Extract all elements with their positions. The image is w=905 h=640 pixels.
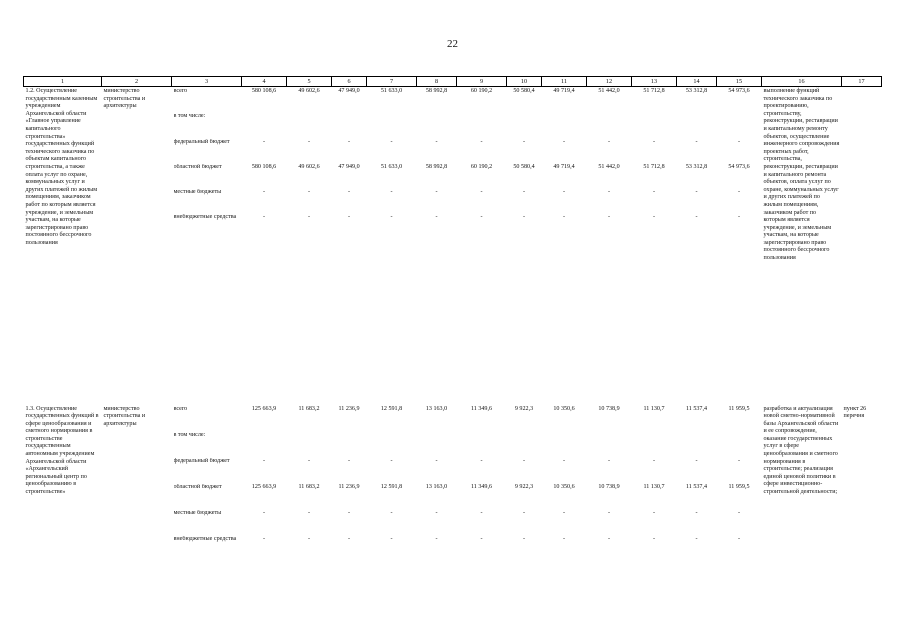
amount-value: - — [262, 535, 266, 542]
amount-value: 49 602,6 — [298, 88, 320, 94]
amount-value — [589, 113, 630, 138]
expected-result: выполнение функций технического заказчика по проектированию, строительству, реконструкции, реставрации и капитальному ремонту объектов, осуществление инженерного сопровождения проектных работ, строительства, реконструкции, реставрации и капитального ремонта объектов, оплата услуг по охране, коммунальных услуг и других платежей по жилым помещениям, заказчиком работ по которым является учреждение, и земельным участкам, на которые зарегистрировано право постоянного бессрочного пользования — [763, 88, 840, 262]
amount-value: 11 959,5 — [728, 405, 750, 412]
column-number-8: 8 — [417, 77, 457, 87]
amount-value: 11 130,7 — [643, 405, 665, 412]
funding-source: федеральный бюджет — [173, 138, 230, 145]
amount-value: - — [347, 535, 351, 542]
expected-result: разработка и актуализация новой сметно-нормативной базы Архангельской области и ее сопровождение, оказание государственных услуг в сфере ценообразования и сметного нормирования в строительстве; реализация единой ценовой политики в сфере инвестиционно-строительной деятельности; — [763, 405, 839, 496]
amount-value: 11 349,6 — [470, 483, 493, 490]
column-number-17: 17 — [842, 77, 882, 87]
funding-source: всего — [173, 405, 188, 412]
amount-value — [719, 432, 760, 458]
amount-value: 11 236,9 — [338, 483, 360, 490]
amount-value: - — [522, 138, 526, 145]
amount-value: - — [737, 189, 741, 196]
link-reference: пункт 26 перечня — [843, 405, 867, 420]
amount-value: - — [607, 457, 611, 464]
table-row — [24, 87, 882, 405]
amount-value: - — [737, 457, 741, 464]
amount-value: 60 190,2 — [470, 163, 493, 170]
amount-value: 53 312,8 — [685, 163, 708, 170]
amount-value: 10 738,9 — [598, 405, 620, 412]
amount-value: - — [562, 214, 566, 221]
amount-value: - — [695, 138, 698, 145]
amount-value: - — [262, 509, 266, 516]
amount-value: - — [390, 535, 393, 542]
amount-value: - — [480, 509, 483, 516]
column-number-14: 14 — [677, 77, 717, 87]
amount-value: 10 350,6 — [553, 483, 575, 490]
amount-column — [242, 87, 287, 405]
amount-value: - — [652, 509, 656, 516]
amount-value: - — [652, 535, 656, 542]
amount-value: - — [562, 509, 566, 516]
amount-value — [369, 113, 415, 138]
amount-value: 51 633,0 — [380, 163, 403, 170]
amount-value: - — [522, 457, 526, 464]
amount-value — [244, 113, 285, 138]
column-number-5: 5 — [287, 77, 332, 87]
funding-sources — [172, 405, 242, 615]
column-number-15: 15 — [717, 77, 762, 87]
amount-value: - — [307, 457, 311, 464]
amount-value: 51 633,0 — [380, 88, 403, 94]
amount-value — [459, 432, 505, 458]
amount-value: - — [480, 138, 483, 145]
amount-column — [332, 87, 367, 405]
amount-value: 51 442,0 — [598, 88, 620, 94]
amount-value: 11 130,7 — [643, 483, 665, 490]
amount-value: 60 190,2 — [470, 88, 493, 94]
amount-value: - — [307, 535, 311, 542]
amount-value: - — [562, 457, 566, 464]
funding-source: федеральный бюджет — [173, 457, 230, 464]
amount-value: - — [435, 457, 438, 464]
amount-value: - — [695, 214, 698, 221]
amount-column — [632, 405, 677, 615]
amount-value: 49 719,4 — [553, 88, 575, 94]
amount-value: 51 712,8 — [643, 163, 665, 170]
amount-value: - — [737, 509, 741, 516]
column-number-3: 3 — [172, 77, 242, 87]
amount-column — [542, 87, 587, 405]
amount-column — [242, 405, 287, 615]
amount-value — [369, 432, 415, 458]
amount-value: 49 602,6 — [298, 163, 320, 170]
amount-value: 125 663,9 — [251, 405, 277, 412]
amount-value: - — [480, 535, 483, 542]
amount-value: 50 580,4 — [513, 163, 535, 170]
amount-value: - — [695, 509, 698, 516]
amount-value: - — [390, 457, 393, 464]
amount-value: - — [347, 509, 351, 516]
amount-value — [509, 432, 540, 458]
amount-value: - — [522, 189, 526, 196]
column-number-16: 16 — [762, 77, 842, 87]
amount-value — [289, 432, 330, 458]
amount-column — [457, 405, 507, 615]
amount-column — [717, 87, 762, 405]
amount-value: - — [562, 189, 566, 196]
amount-value: 53 312,8 — [685, 88, 708, 94]
amount-column — [367, 405, 417, 615]
column-number-7: 7 — [367, 77, 417, 87]
funding-source: областной бюджет — [173, 483, 222, 490]
amount-value: - — [390, 509, 393, 516]
amount-value: - — [695, 189, 698, 196]
amount-value: - — [262, 214, 266, 221]
amount-column — [587, 87, 632, 405]
column-number-4: 4 — [242, 77, 287, 87]
amount-value: 12 591,8 — [380, 405, 403, 412]
amount-value: - — [390, 189, 393, 196]
amount-value — [509, 113, 540, 138]
amount-value: - — [435, 535, 438, 542]
amount-value: 54 973,6 — [728, 163, 750, 170]
column-number-row — [24, 77, 882, 87]
amount-value: - — [607, 138, 611, 145]
amount-value: - — [435, 138, 438, 145]
executor: министерство строительства и архитектуры — [103, 405, 146, 427]
column-number-12: 12 — [587, 77, 632, 87]
amount-value — [289, 113, 330, 138]
amount-value: 11 537,4 — [685, 405, 708, 412]
funding-source: внебюджетные средства — [173, 214, 237, 221]
amount-column — [457, 87, 507, 405]
amount-value: - — [522, 214, 526, 221]
amount-column — [507, 87, 542, 405]
column-number-2: 2 — [102, 77, 172, 87]
amount-value — [544, 432, 585, 458]
amount-column — [632, 87, 677, 405]
program-budget-table — [23, 76, 882, 615]
amount-value: 11 683,2 — [298, 405, 320, 412]
amount-column — [287, 87, 332, 405]
amount-value: 13 163,0 — [425, 405, 448, 412]
amount-value: - — [435, 214, 438, 221]
amount-value — [334, 113, 365, 138]
amount-column — [542, 405, 587, 615]
measure-name: 1.3. Осуществление государственных функций в сфере ценообразования и сметного нормирования в строительстве государственным автономным учреждением Архангельской области «Архангельский региональный центр по ценообразованию в строительстве» — [25, 405, 99, 496]
amount-value: - — [262, 189, 266, 196]
funding-source: местные бюджеты — [173, 509, 222, 516]
amount-value: - — [522, 509, 526, 516]
amount-value: 9 922,3 — [514, 405, 534, 412]
column-number-10: 10 — [507, 77, 542, 87]
amount-column — [677, 87, 717, 405]
funding-source: местные бюджеты — [173, 189, 222, 196]
amount-value: - — [480, 189, 483, 196]
amount-value: - — [307, 214, 311, 221]
amount-value: - — [607, 214, 611, 221]
amount-value: - — [307, 138, 311, 145]
amount-value: 9 922,3 — [514, 483, 534, 490]
amount-value: - — [652, 138, 656, 145]
amount-value: 58 992,8 — [425, 163, 448, 170]
amount-value — [459, 113, 505, 138]
amount-value: 54 973,6 — [728, 88, 750, 94]
amount-value: - — [607, 509, 611, 516]
funding-sources — [172, 87, 242, 405]
amount-value: 51 442,0 — [598, 163, 620, 170]
column-number-13: 13 — [632, 77, 677, 87]
amount-value — [244, 432, 285, 458]
amount-column — [332, 405, 367, 615]
executor: министерство строительства и архитектуры — [103, 88, 146, 110]
amount-column — [287, 405, 332, 615]
funding-source: внебюджетные средства — [173, 535, 237, 542]
amount-value: - — [390, 138, 393, 145]
amount-value: - — [480, 457, 483, 464]
funding-source: всего — [173, 88, 188, 94]
page-number: 22 — [447, 38, 458, 50]
amount-value: - — [347, 457, 351, 464]
amount-column — [367, 87, 417, 405]
amount-column — [717, 405, 762, 615]
table-row — [24, 405, 882, 615]
amount-value: 10 738,9 — [598, 483, 620, 490]
amount-value: 11 683,2 — [298, 483, 320, 490]
funding-source: в том числе: — [173, 431, 206, 438]
amount-value — [589, 432, 630, 458]
amount-value — [544, 113, 585, 138]
amount-value: - — [522, 535, 526, 542]
funding-source: областной бюджет — [173, 163, 222, 170]
amount-column — [677, 405, 717, 615]
amount-value: - — [390, 214, 393, 221]
amount-value: 11 959,5 — [728, 483, 750, 490]
amount-value: - — [652, 457, 656, 464]
column-number-9: 9 — [457, 77, 507, 87]
amount-value: - — [347, 214, 351, 221]
amount-value: - — [262, 457, 266, 464]
amount-value: 47 949,0 — [338, 163, 360, 170]
amount-value: - — [435, 509, 438, 516]
amount-column — [417, 405, 457, 615]
funding-source: в том числе: — [173, 113, 206, 120]
column-number-6: 6 — [332, 77, 367, 87]
amount-value: - — [435, 189, 438, 196]
amount-value — [679, 432, 715, 458]
column-number-11: 11 — [542, 77, 587, 87]
amount-value: - — [695, 457, 698, 464]
amount-value: - — [607, 535, 611, 542]
column-number-1: 1 — [24, 77, 102, 87]
amount-value — [679, 113, 715, 138]
amount-value — [634, 113, 675, 138]
amount-column — [507, 405, 542, 615]
amount-value: - — [347, 138, 351, 145]
amount-value: - — [652, 214, 656, 221]
amount-value: - — [347, 189, 351, 196]
amount-value: - — [307, 189, 311, 196]
amount-value: - — [652, 189, 656, 196]
amount-value — [719, 113, 760, 138]
amount-value: 47 949,0 — [338, 88, 360, 94]
amount-value: 10 350,6 — [553, 405, 575, 412]
measure-name: 1.2. Осуществление государственным казенным учреждением Архангельской области «Главное управление капитального строительства» государственных функций технического заказчика по объектам капитального строительства, а также оплата услуг по охране, коммунальных услуг и других платежей по жилым помещениям, заказчиком работ по которым является учреждение, и земельным участкам, на которые зарегистрировано право постоянного бессрочного пользования — [25, 88, 98, 246]
link-reference — [842, 87, 882, 405]
amount-value: - — [480, 214, 483, 221]
amount-value: - — [562, 535, 566, 542]
amount-value: 13 163,0 — [425, 483, 448, 490]
amount-value: 11 349,6 — [470, 405, 493, 412]
amount-value: - — [307, 509, 311, 516]
amount-value: 580 108,6 — [251, 88, 277, 94]
amount-value: 49 719,4 — [553, 163, 575, 170]
amount-value: - — [562, 138, 566, 145]
amount-value: - — [695, 535, 698, 542]
amount-value: 12 591,8 — [380, 483, 403, 490]
amount-column — [417, 87, 457, 405]
amount-value: 11 537,4 — [685, 483, 708, 490]
amount-value — [419, 432, 455, 458]
amount-value — [334, 432, 365, 458]
amount-value: 580 108,6 — [251, 163, 277, 170]
amount-value: - — [737, 138, 741, 145]
amount-value — [634, 432, 675, 458]
amount-value: 125 663,9 — [251, 483, 277, 490]
amount-column — [587, 405, 632, 615]
amount-value: - — [607, 189, 611, 196]
amount-value: 11 236,9 — [338, 405, 360, 412]
amount-value: - — [262, 138, 266, 145]
amount-value: 50 580,4 — [513, 88, 535, 94]
amount-value: - — [737, 214, 741, 221]
amount-value — [419, 113, 455, 138]
amount-value: 58 992,8 — [425, 88, 448, 94]
amount-value: 51 712,8 — [643, 88, 665, 94]
amount-value: - — [737, 535, 741, 542]
